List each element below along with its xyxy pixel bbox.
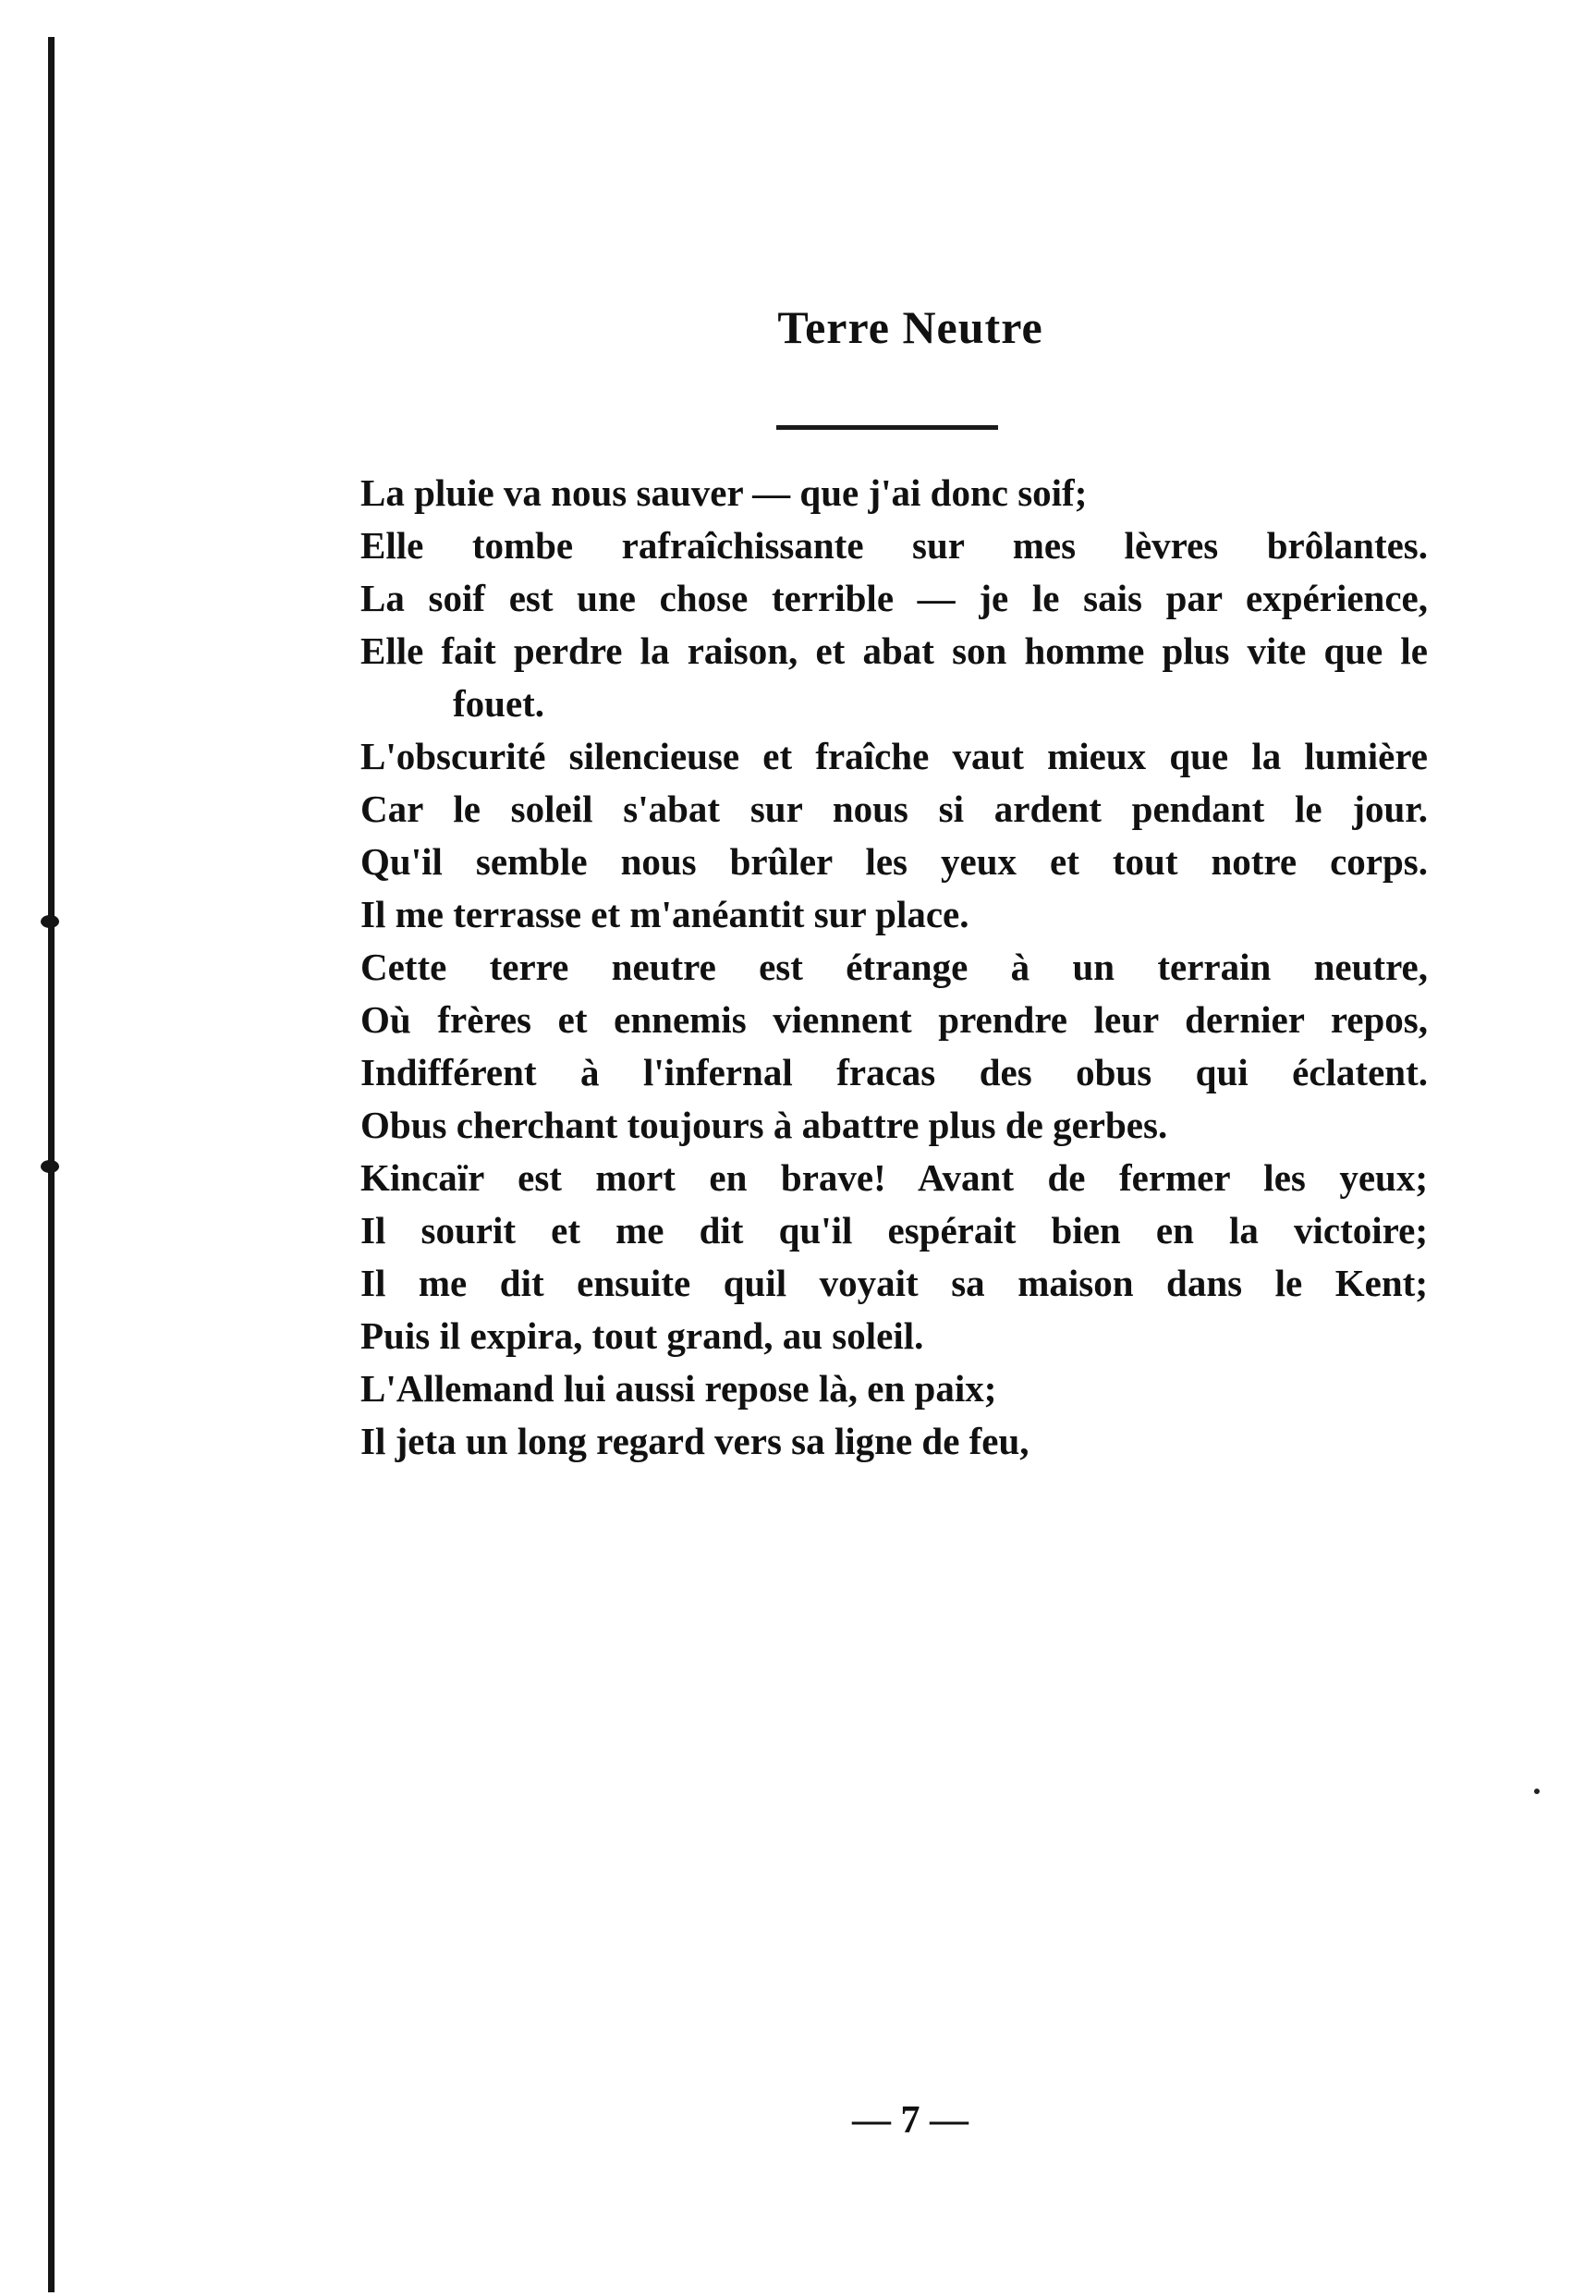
print-speck (1534, 1789, 1540, 1794)
binding-mark (41, 915, 59, 928)
poem-line: Il sourit et me dit qu'il espérait bien en la victoire; (360, 1209, 1428, 1252)
poem-title: Terre Neutre (777, 301, 1043, 353)
page-number: — 7 — (852, 2099, 969, 2142)
poem-line: Où frères et ennemis viennent prendre leur dernier repos, (360, 998, 1428, 1041)
poem-line: Car le soleil s'abat sur nous si ardent pendant le jour. (360, 788, 1428, 830)
poem-body (360, 467, 1428, 1468)
poem-line: Puis il expira, tout grand, au soleil. (360, 1314, 924, 1357)
title-divider (776, 425, 998, 430)
poem-line: Indifférent à l'infernal fracas des obus qui éclatent. (360, 1051, 1428, 1093)
poem-line: Il me terrasse et m'anéantit sur place. (360, 893, 969, 935)
poem-line: L'obscurité silencieuse et fraîche vaut mieux que la lumière (360, 735, 1428, 777)
poem-line: Elle fait perdre la raison, et abat son homme plus vite que le fouet. (360, 629, 1428, 725)
poem-line: Obus cherchant toujours à abattre plus de gerbes. (360, 1104, 1168, 1146)
poem-line: Il me dit ensuite quil voyait sa maison dans le Kent; (360, 1262, 1428, 1304)
poem-line: La pluie va nous sauver — que j'ai donc soif; (360, 471, 1088, 514)
poem-line: Qu'il semble nous brûler les yeux et tout notre corps. (360, 840, 1428, 883)
poem-line: L'Allemand lui aussi repose là, en paix; (360, 1367, 997, 1410)
poem-line: La soif est une chose terrible — je le sais par expérience, (360, 577, 1428, 619)
binding-mark (41, 1160, 59, 1173)
book-page (360, 0, 1460, 2296)
poem-line: Cette terre neutre est étrange à un terrain neutre, (360, 946, 1428, 988)
poem-line: Il jeta un long regard vers sa ligne de feu, (360, 1420, 1029, 1462)
poem-line: Elle tombe rafraîchissante sur mes lèvres brôlantes. (360, 524, 1428, 567)
poem-line: Kincaïr est mort en brave! Avant de fermer les yeux; (360, 1156, 1428, 1199)
